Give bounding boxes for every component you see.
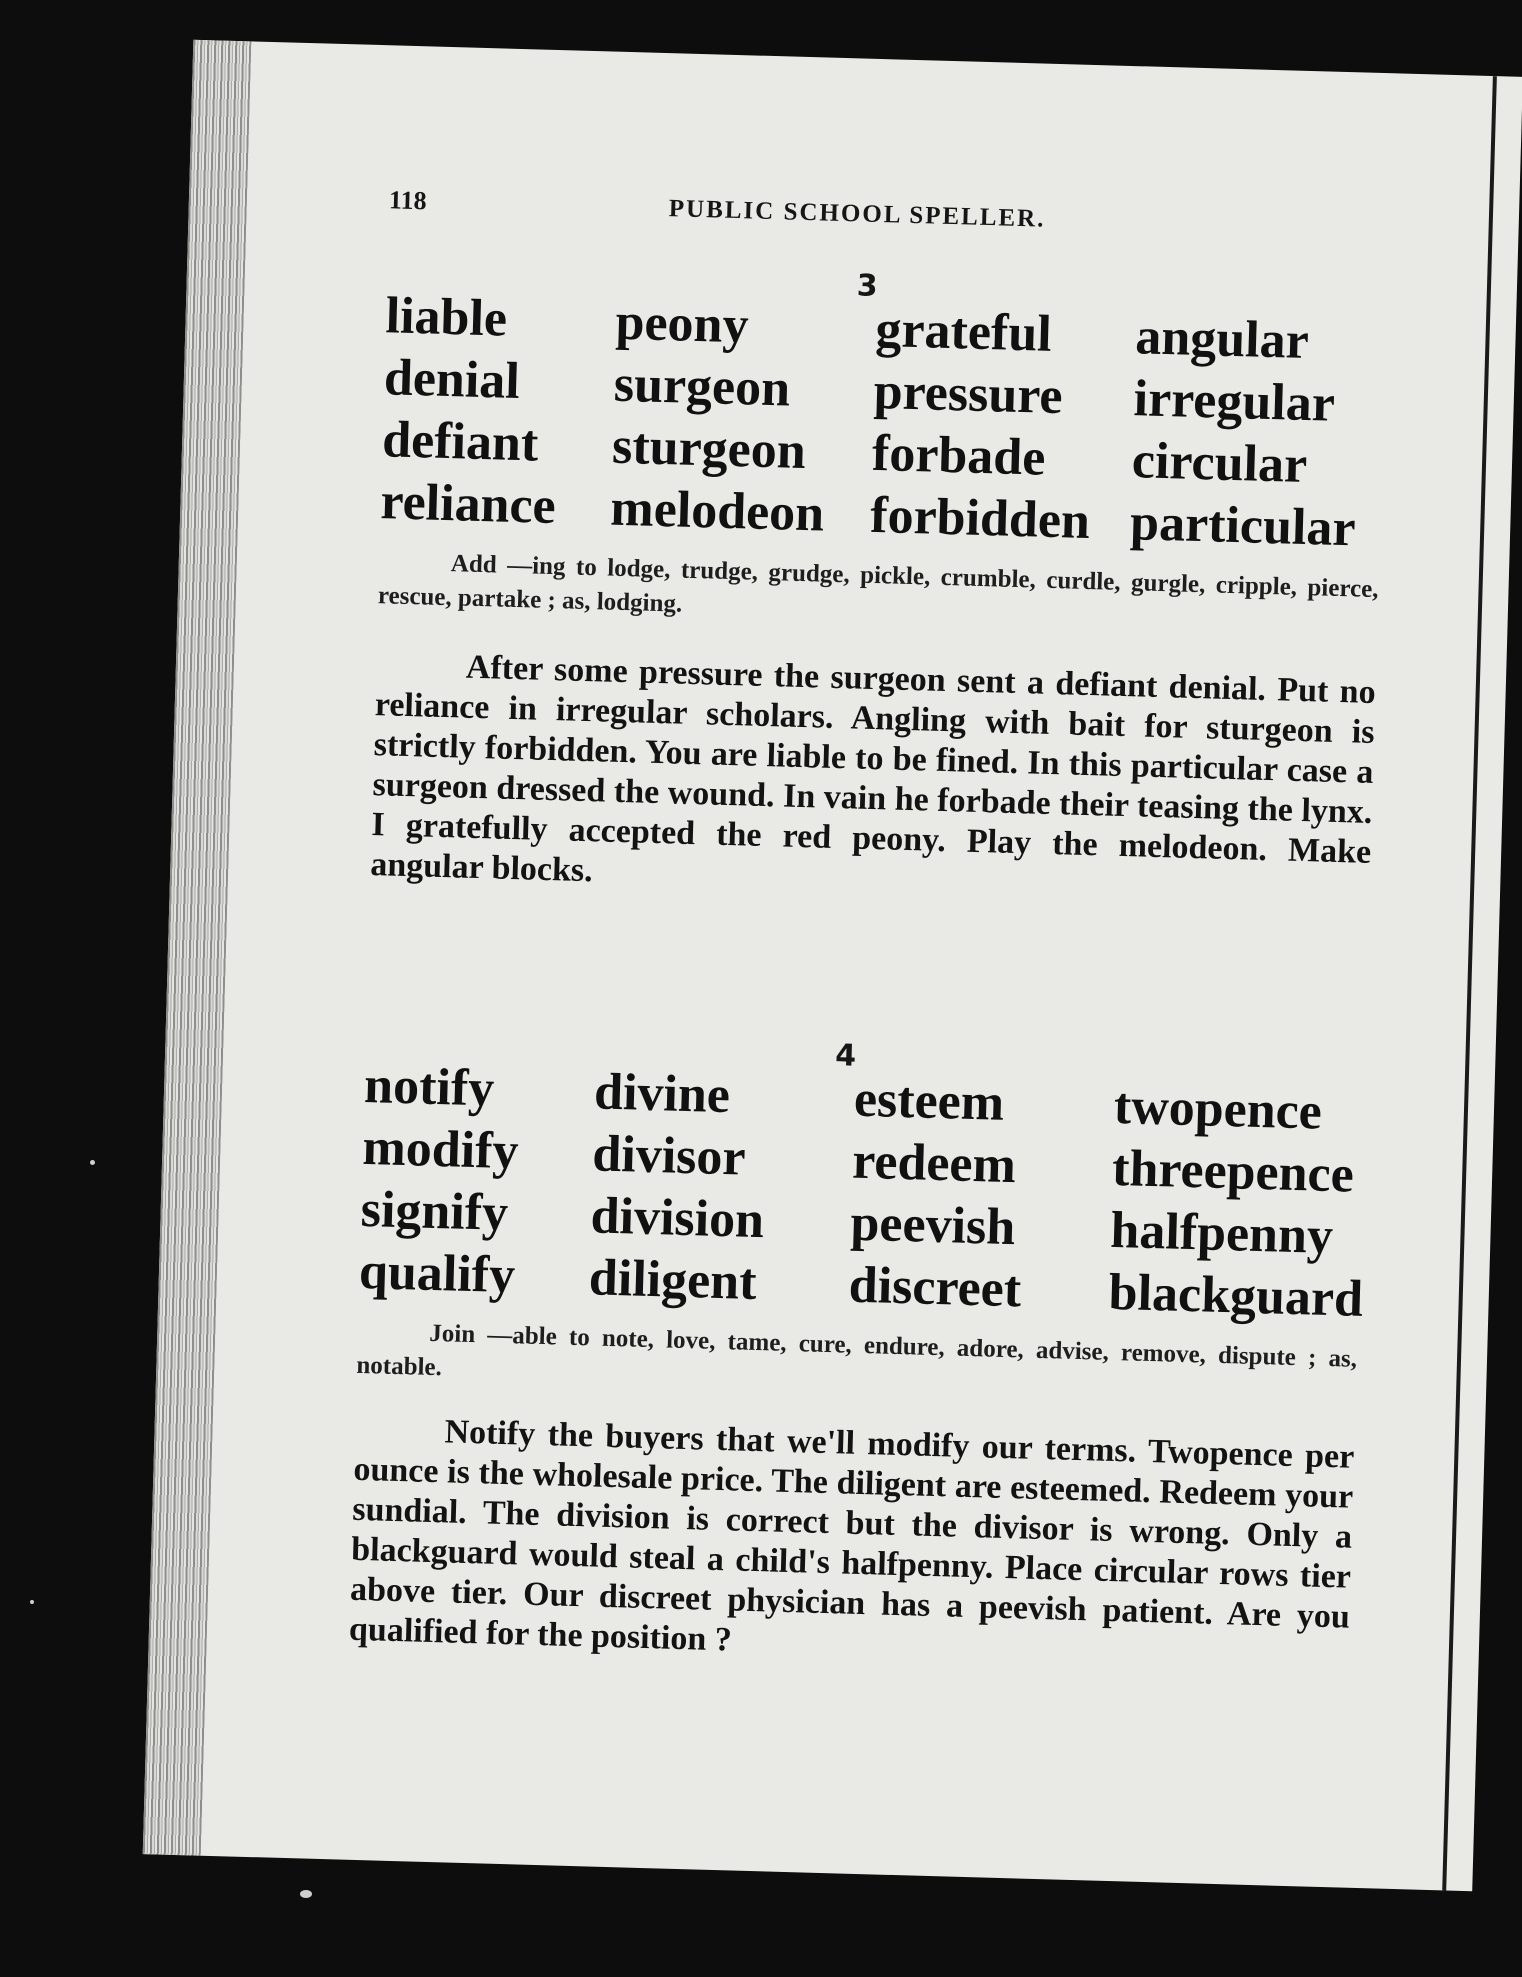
page-content [348, 185, 1389, 1659]
spelling-word: diligent [588, 1249, 758, 1311]
section-number-4: 4 [834, 1038, 857, 1074]
exercise-instruction-4: Join —able to note, love, tame, cure, endure, adore, advise, remove, dispute ; as, notable. [356, 1319, 1358, 1382]
spelling-word: division [589, 1187, 765, 1250]
word-column [1108, 1076, 1365, 1331]
spelling-word: modify [361, 1118, 520, 1181]
page-edge-stack [143, 40, 252, 1856]
scan-speck [90, 1160, 95, 1165]
spelling-word: halfpenny [1109, 1201, 1334, 1266]
word-list-4 [358, 1055, 1365, 1331]
scan-speck [300, 1890, 312, 1898]
spelling-word: particular [1129, 494, 1357, 558]
word-column [588, 1061, 855, 1316]
word-column [610, 292, 877, 547]
spelling-word: esteem [853, 1070, 1005, 1132]
page-number: 118 [388, 185, 427, 216]
spelling-word: liable [384, 287, 508, 348]
spelling-word: divine [593, 1063, 731, 1125]
spelling-word: forbidden [869, 486, 1091, 550]
word-column [358, 1055, 595, 1309]
practice-paragraph-3: After some pressure the surgeon sent a defiant denial. Put no reliance in irregular scholars. Angling with bait for sturgeon is strictly forbidden. You are liable to be fined. In this particular case a surgeon dressed the wound. In vain he forbade their teasing the lynx. I gratefully accepted the red peony. Play the melodeon. Make angular blocks. [369, 648, 1377, 890]
spelling-word: signify [360, 1180, 509, 1243]
spelling-word: discreet [848, 1256, 1022, 1319]
spelling-word: peony [614, 293, 750, 355]
spelling-word: notify [363, 1056, 496, 1118]
spelling-word: circular [1131, 432, 1308, 495]
spelling-word: angular [1134, 308, 1310, 371]
word-column [380, 285, 617, 539]
spelling-word: denial [383, 349, 521, 411]
spelling-word: grateful [874, 300, 1053, 363]
book-page [143, 40, 1522, 1891]
spelling-word: forbade [871, 424, 1047, 487]
section-number-3: 3 [856, 268, 879, 304]
spelling-word: surgeon [613, 355, 791, 418]
spelling-word: twopence [1113, 1077, 1323, 1141]
spelling-word: reliance [379, 473, 557, 536]
word-column [848, 1069, 1115, 1324]
spelling-word: pressure [873, 362, 1064, 426]
spelling-word: irregular [1132, 370, 1336, 433]
spelling-word: melodeon [609, 479, 825, 543]
gutter-line [1442, 76, 1497, 1890]
spelling-word: defiant [381, 411, 540, 473]
practice-paragraph-4: Notify the buyers that we'll modify our terms. Twopence per ounce is the wholesale price. The diligent are esteemed. Redeem your sundial. The division is correct but the divisor is wrong. Only a blackguard would steal a child's halfpenny. Place circular rows tier above tier. Our discreet physician has a peevish patient. Are you qualified for the position ? [348, 1413, 1355, 1659]
spelling-word: blackguard [1107, 1263, 1364, 1328]
spelling-word: qualify [358, 1242, 516, 1305]
spelling-word: redeem [851, 1132, 1017, 1195]
spelling-word: divisor [591, 1125, 747, 1187]
spelling-word: threepence [1111, 1139, 1355, 1204]
scan-speck [30, 1600, 34, 1604]
running-head: PUBLIC SCHOOL SPELLER. [668, 195, 1046, 233]
word-list-3 [380, 285, 1387, 561]
exercise-instruction-3: Add —ing to lodge, trudge, grudge, pickle, crumble, curdle, gurgle, cripple, pierce, rescue, partake ; as, lodging. [377, 550, 1379, 618]
word-column [869, 299, 1136, 554]
word-column [1129, 306, 1386, 561]
spelling-word: sturgeon [611, 417, 807, 481]
spelling-word: peevish [849, 1194, 1017, 1257]
